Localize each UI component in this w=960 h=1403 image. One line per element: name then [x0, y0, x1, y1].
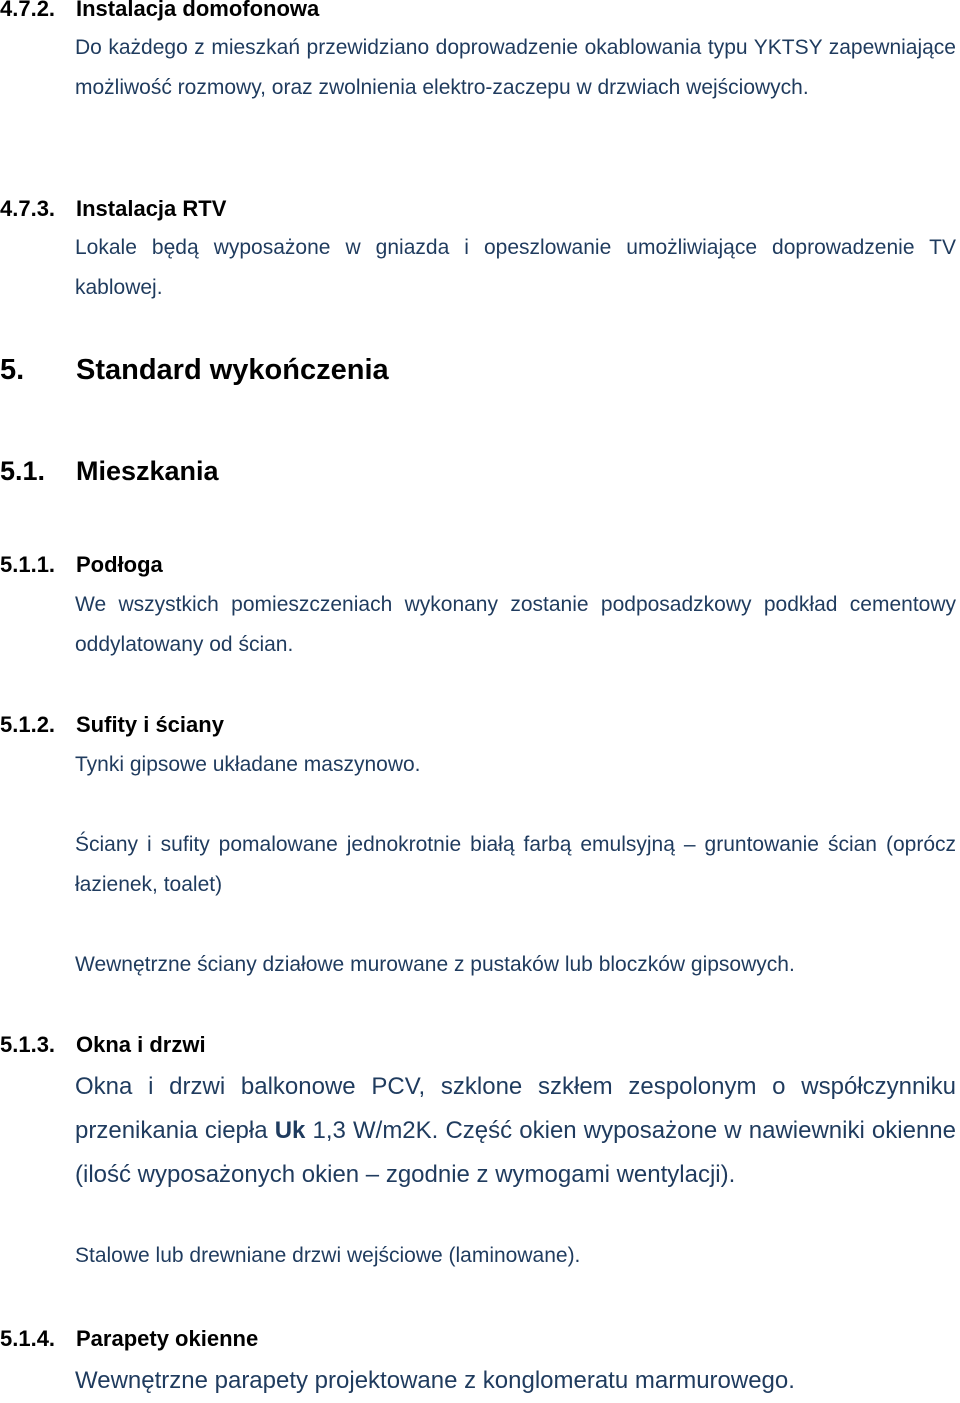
okna-text-part1: Okna i drzwi balkonowe PCV, szklone szkłem zespolonym o współczynniku przenikania ciepła — [75, 1073, 956, 1144]
heading-number: 5.1.1. — [0, 552, 56, 577]
heading-title: Mieszkania — [76, 456, 219, 486]
paragraph-sciany-dzialowe: Wewnętrzne ściany działowe murowane z pustaków lub bloczków gipsowych. — [75, 953, 795, 976]
heading-title: Okna i drzwi — [76, 1032, 206, 1057]
heading-title: Instalacja domofonowa — [76, 0, 320, 21]
heading-number: 5.1.4. — [0, 1326, 56, 1351]
heading-title: Parapety okienne — [76, 1326, 259, 1351]
paragraph-parapety: Wewnętrzne parapety projektowane z konglomeratu marmurowego. — [75, 1367, 795, 1394]
heading-number: 5.1.3. — [0, 1032, 56, 1057]
paragraph-malowanie: Ściany i sufity pomalowane jednokrotnie białą farbą emulsyjną – gruntowanie ścian (oprócz łazienek, toalet) — [75, 833, 956, 896]
paragraph-rtv: Lokale będą wyposażone w gniazda i opeszlowanie umożliwiające doprowadzenie TV kablowej. — [75, 236, 956, 299]
heading-number: 5. — [0, 354, 25, 386]
heading-title: Instalacja RTV — [76, 196, 227, 221]
paragraph-drzwi: Stalowe lub drewniane drzwi wejściowe (laminowane). — [75, 1244, 581, 1267]
paragraph-domofon: Do każdego z mieszkań przewidziano doprowadzenie okablowania typu YKTSY zapewniające możliwość rozmowy, oraz zwolnienia elektro-zaczepu w drzwiach wejściowych. — [75, 36, 956, 99]
heading-number: 4.7.2. — [0, 0, 56, 21]
paragraph-tynki: Tynki gipsowe układane maszynowo. — [75, 753, 421, 776]
okna-text-part2: 1,3 W/m2K. Część okien wyposażone w nawiewniki okienne (ilość wyposażonych okien – zgodnie z wymogami wentylacji). — [75, 1117, 956, 1188]
heading-title: Sufity i ściany — [76, 712, 224, 737]
heading-number: 4.7.3. — [0, 196, 56, 221]
paragraph-podloga: We wszystkich pomieszczeniach wykonany zostanie podposadzkowy podkład cementowy oddylatowany od ścian. — [75, 593, 956, 656]
heading-number: 5.1.2. — [0, 712, 56, 737]
heading-number: 5.1. — [0, 456, 46, 486]
heading-title: Standard wykończenia — [76, 354, 389, 386]
okna-uk-bold: Uk — [274, 1117, 306, 1144]
paragraph-okna — [75, 1065, 956, 1197]
heading-title: Podłoga — [76, 552, 163, 577]
